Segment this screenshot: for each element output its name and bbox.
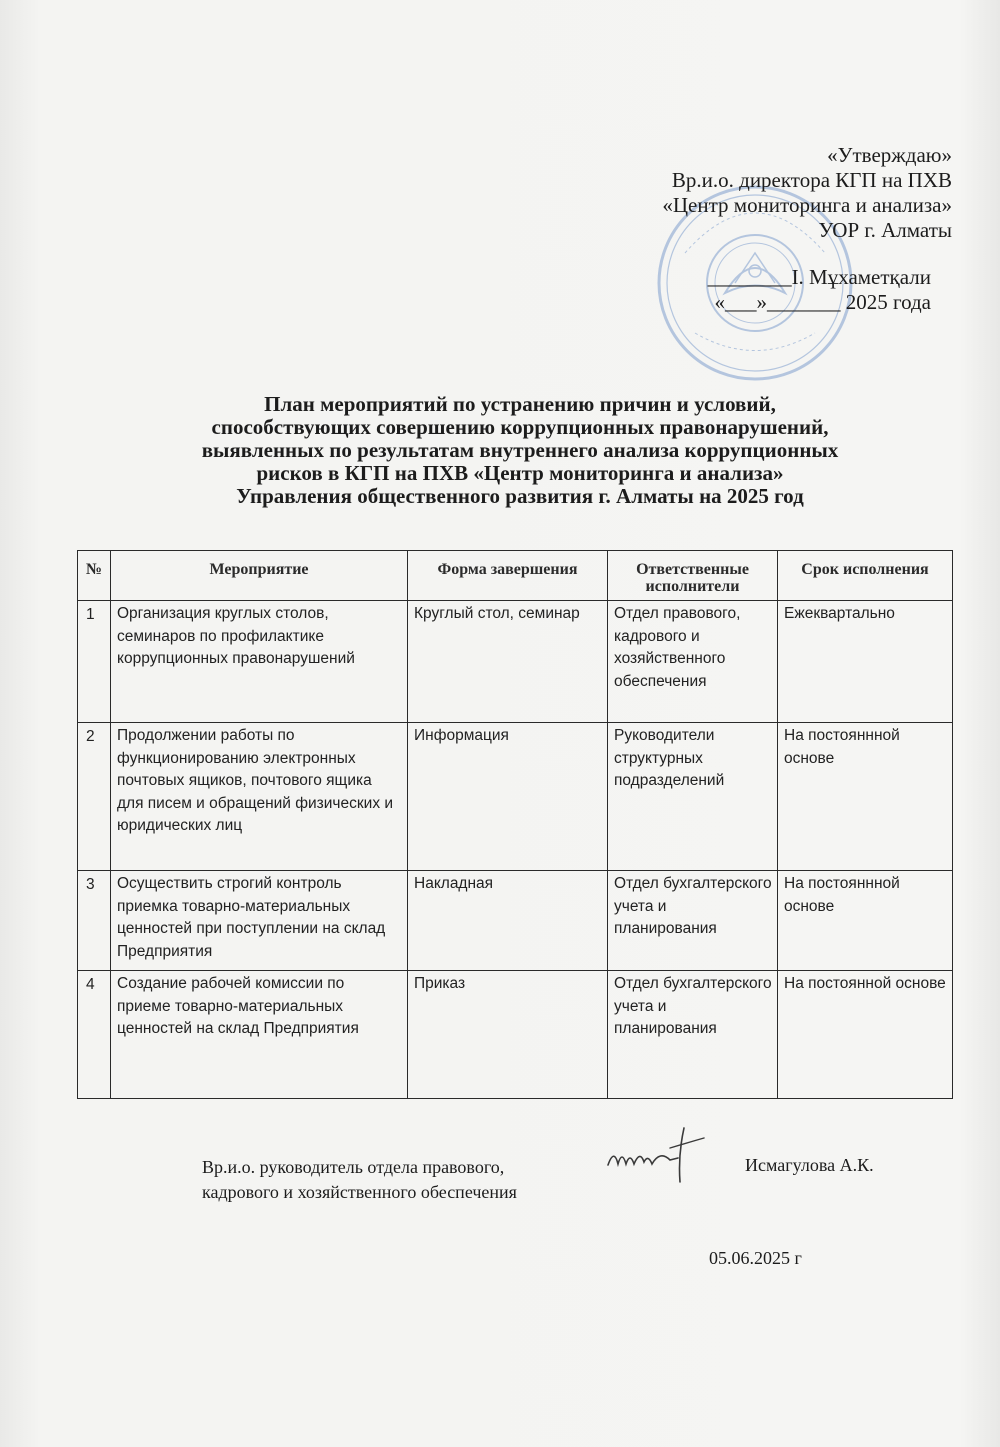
header-num: №: [78, 551, 111, 601]
signer-role-line: Вр.и.о. руководитель отдела правового,: [202, 1157, 505, 1177]
row-num: 3: [78, 871, 111, 971]
row-event: Организация круглых столов, семинаров по профилактике коррупционных правонарушений: [111, 601, 408, 723]
table-row: [78, 871, 953, 971]
table-header-row: [78, 551, 953, 601]
document-title: [150, 393, 890, 508]
header-form: Форма завершения: [408, 551, 608, 601]
approval-position: Вр.и.о. директора КГП на ПХВ: [671, 168, 952, 192]
document-date: 05.06.2025 г: [709, 1248, 802, 1268]
table-row: [78, 601, 953, 723]
row-responsible: Отдел правового, кадрового и хозяйственного обеспечения: [608, 601, 778, 723]
table-row: [78, 723, 953, 871]
header-event: Мероприятие: [111, 551, 408, 601]
row-responsible: Отдел бухгалтерского учета и планирования: [608, 871, 778, 971]
row-event: Осуществить строгий контроль приемка товарно-материальных ценностей при поступлении на склад Предприятия: [111, 871, 408, 971]
header-deadline: Срок исполнения: [778, 551, 953, 601]
row-deadline: Ежеквартально: [778, 601, 953, 723]
row-num: 2: [78, 723, 111, 871]
approval-department: УОР г. Алматы: [818, 218, 952, 242]
row-form: Информация: [408, 723, 608, 871]
row-event: Продолжении работы по функционированию электронных почтовых ящиков, почтового ящика для писем и обращений физических и юридических лиц: [111, 723, 408, 871]
row-deadline: На постоянной основе: [778, 971, 953, 1099]
title-line: Управления общественного развития г. Алматы на 2025 год: [236, 484, 804, 508]
row-deadline: На постояннной основе: [778, 871, 953, 971]
approval-block: [662, 143, 952, 315]
row-responsible: Руководители структурных подразделений: [608, 723, 778, 871]
signer-name: Исмагулова А.К.: [745, 1155, 874, 1175]
approval-signature-line: ________І. Мұхаметқали: [707, 265, 931, 289]
handwritten-signature-icon: [600, 1120, 710, 1190]
approval-organization: «Центр мониторинга и анализа»: [662, 193, 952, 217]
title-line: рисков в КГП на ПХВ «Центр мониторинга и анализа»: [256, 461, 784, 485]
approval-date-line: «___»_______ 2025 года: [714, 290, 931, 314]
signer-role: [202, 1155, 517, 1205]
row-form: Накладная: [408, 871, 608, 971]
approval-heading: «Утверждаю»: [827, 143, 952, 167]
row-deadline: На постояннной основе: [778, 723, 953, 871]
title-line: План мероприятий по устранению причин и условий,: [264, 392, 776, 416]
row-num: 4: [78, 971, 111, 1099]
row-event: Создание рабочей комиссии по приеме товарно-материальных ценностей на склад Предприятия: [111, 971, 408, 1099]
row-num: 1: [78, 601, 111, 723]
measures-table: [77, 550, 953, 1099]
row-form: Круглый стол, семинар: [408, 601, 608, 723]
title-line: выявленных по результатам внутреннего анализа коррупционных: [201, 438, 839, 462]
signer-role-line: кадрового и хозяйственного обеспечения: [202, 1182, 517, 1202]
title-line: способствующих совершению коррупционных правонарушений,: [211, 415, 829, 439]
row-form: Приказ: [408, 971, 608, 1099]
header-responsible: Ответственные исполнители: [608, 551, 778, 601]
row-responsible: Отдел бухгалтерского учета и планирования: [608, 971, 778, 1099]
table-row: [78, 971, 953, 1099]
